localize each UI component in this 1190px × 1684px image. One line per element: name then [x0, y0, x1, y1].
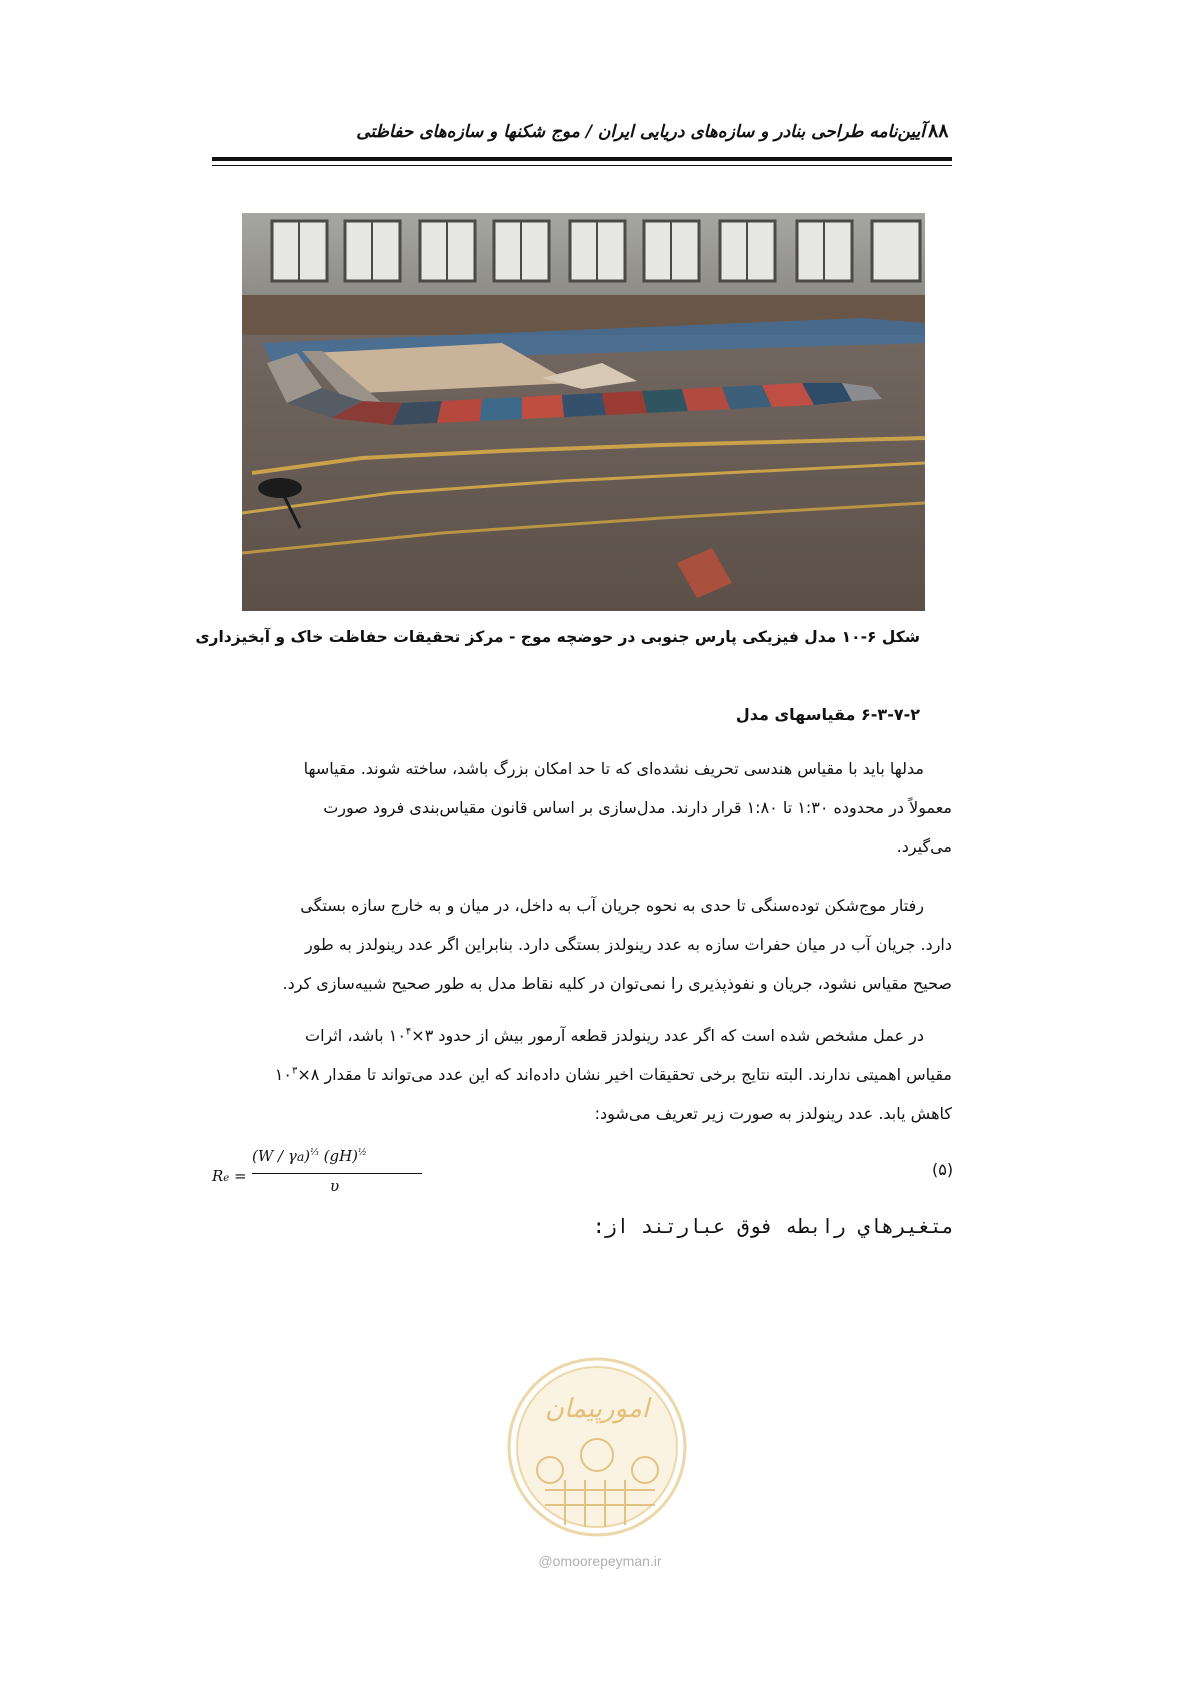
- paragraph-2-line-2: دارد. جریان آب در میان حفرات سازه به عدد رینولدز بستگی دارد. بنابراین اگر عدد رینولدز به طور: [305, 935, 952, 954]
- formula-numerator: [252, 1147, 367, 1165]
- paragraph-3-line-1: [212, 1016, 952, 1055]
- figure-caption: شکل ۶-۱۰ مدل فیزیکی پارس جنوبی در حوضچه موج - مرکز تحقیقات حفاظت خاک و آبخیزداری: [195, 628, 920, 646]
- formula-lhs: [212, 1167, 247, 1185]
- paragraph-2-line-1: رفتار موج‌شکن توده‌سنگی تا حدی به نحوه جریان آب به داخل، در میان و به خارج سازه بستگی: [300, 896, 924, 915]
- formula-close-paren: ): [304, 1147, 311, 1165]
- equation-number: (۵): [932, 1160, 954, 1179]
- formula-lhs-symbol: R: [212, 1167, 224, 1185]
- formula-gamma-subscript: a: [296, 1149, 305, 1164]
- exponent-4: ۴: [405, 1026, 412, 1038]
- paragraph-1-line-2: معمولاً در محدوده ۱:۳۰ تا ۱:۸۰ قرار دارند. مدل‌سازی بر اساس قانون مقیاس‌بندی فرود صورت: [323, 798, 952, 817]
- formula-exponent-third: ⅓: [310, 1148, 319, 1158]
- watermark-logo: [505, 1355, 690, 1540]
- paragraph-2-line-3: صحیح مقیاس نشود، جریان و نفوذپذیری را نمی‌توان در کلیه نقاط مدل به طور صحیح شبیه‌سازی کرد.: [282, 974, 952, 993]
- paragraph-1-line-3: می‌گیرد.: [896, 837, 952, 856]
- formula-denominator: υ: [330, 1177, 340, 1195]
- watermark-url: @omoorepeyman.ir: [538, 1553, 662, 1569]
- formula-equals: =: [234, 1167, 247, 1185]
- formula-lhs-subscript: e: [223, 1173, 230, 1184]
- formula-fraction-bar: [252, 1173, 422, 1174]
- paragraph-3-line-1-text-a: در عمل مشخص شده است که اگر عدد رینولدز قطعه آرمور بیش از حدود ۳×۱۰: [388, 1026, 924, 1045]
- header-rule-thick: [212, 157, 952, 161]
- paragraph-2: [212, 886, 952, 1003]
- formula-numerator-base: (W / γ: [252, 1147, 297, 1165]
- formula-exponent-half: ½: [358, 1148, 367, 1158]
- paragraph-1-line-1: مدلها باید با مقیاس هندسی تحریف نشده‌ای که تا حد امکان بزرگ باشد، ساخته شوند. مقیاسها: [303, 759, 924, 778]
- section-heading: ۶-۳-۷-۲ مقیاسهای مدل: [735, 705, 920, 724]
- formula-gh-term: (gH): [318, 1147, 359, 1165]
- paragraph-3-line-2: [212, 1055, 952, 1094]
- paragraph-3-line-1-text-b: باشد، اثرات: [305, 1026, 389, 1045]
- reynolds-formula: [212, 1147, 412, 1207]
- paragraph-3-line-3: کاهش یابد. عدد رینولدز به صورت زیر تعریف می‌شود:: [594, 1104, 952, 1123]
- figure-photo-wave-basin-model: [242, 213, 925, 611]
- watermark-logo-text: امورپیمان: [544, 1394, 650, 1424]
- paragraph-1: [212, 749, 952, 866]
- paragraph-3-line-2-text: مقیاس اهمیتی ندارند. البته نتایج برخی تحقیقات اخیر نشان داده‌اند که این عدد می‌تواند تا مقدار ۸×۱۰: [274, 1065, 952, 1084]
- variables-intro-line: متغيرهاي رابطه فوق عبارتند از:: [592, 1214, 954, 1238]
- exponent-3: ۳: [291, 1065, 298, 1077]
- running-header-title: آیین‌نامه طراحی بنادر و سازه‌های دریایی ایران / موج شکنها و سازه‌های حفاظتی: [356, 122, 925, 142]
- page-number: ۸۸: [928, 120, 949, 142]
- paragraph-3: [212, 1016, 952, 1133]
- header-rule-thin: [212, 165, 952, 166]
